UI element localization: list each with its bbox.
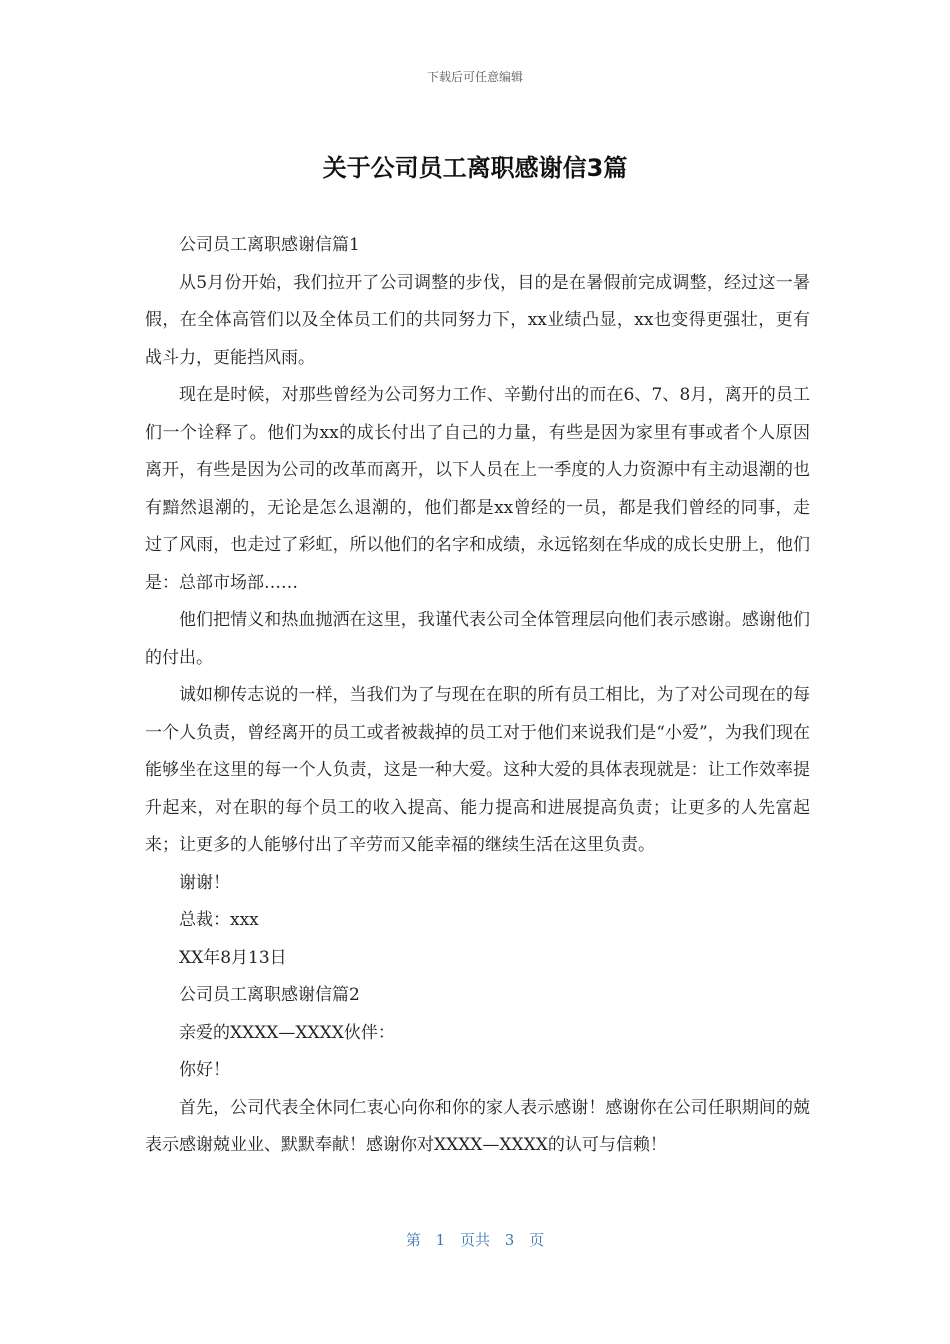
document-title: 关于公司员工离职感谢信3篇 — [322, 154, 628, 182]
date-line: XX年8月13日 — [179, 947, 287, 968]
document-body — [145, 227, 810, 1165]
thanks-line: 谢谢！ — [179, 872, 230, 893]
page-number-footer: 第 1 页共 3 页 — [405, 1231, 545, 1249]
greeting: 你好！ — [179, 1060, 230, 1080]
paragraph: 诚如柳传志说的一样，当我们为了与现在在职的所有员工相比，为了对公司现在的每一个人负责，曾经离开的员工或者被裁掉的员工对于他们来说我们是“小爱”，为我们现在能够坐在这里的每一个人负责，这是一种大爱。这种大爱的具体表现就是：让工作效率提升起来，对在职的每个员工的收入提高、能力提高和进展提高负责；让更多的人先富起来；让更多的人能够付出了辛劳而又能幸福的继续生活在这里负责。 — [145, 685, 810, 855]
signature-line: 总裁：xxx — [179, 910, 259, 930]
salutation: 亲爱的XXXX—XXXX伙伴： — [179, 1022, 395, 1043]
paragraph: 他们把情义和热血抛洒在这里，我谨代表公司全体管理层向他们表示感谢。感谢他们的付出。 — [145, 610, 810, 668]
section-heading-1: 公司员工离职感谢信篇1 — [179, 235, 360, 255]
paragraph: 从5月份开始，我们拉开了公司调整的步伐，目的是在暑假前完成调整，经过这一暑假，在全体高管们以及全体员工们的共同努力下，xx业绩凸显，xx也变得更强壮，更有战斗力，更能挡风雨。 — [145, 272, 810, 368]
header-note: 下载后可任意编辑 — [426, 70, 523, 84]
paragraph: 首先，公司代表全休同仁衷心向你和你的家人表示感谢！感谢你在公司任职期间的兢表示感谢兢业业、默默奉献！感谢你对XXXX—XXXX的认可与信赖！ — [145, 1097, 810, 1155]
section-heading-2: 公司员工离职感谢信篇2 — [179, 985, 360, 1005]
paragraph: 现在是时候，对那些曾经为公司努力工作、辛勤付出的而在6、7、8月，离开的员工们一个诠释了。他们为xx的成长付出了自己的力量，有些是因为家里有事或者个人原因离开，有些是因为公司的改革而离开，以下人员在上一季度的人力资源中有主动退潮的也有黯然退潮的，无论是怎么退潮的，他们都是xx曾经的一员，都是我们曾经的同事，走过了风雨，也走过了彩虹，所以他们的名字和成绩，永远铭刻在华成的成长史册上，他们是：总部市场部…… — [145, 385, 810, 593]
